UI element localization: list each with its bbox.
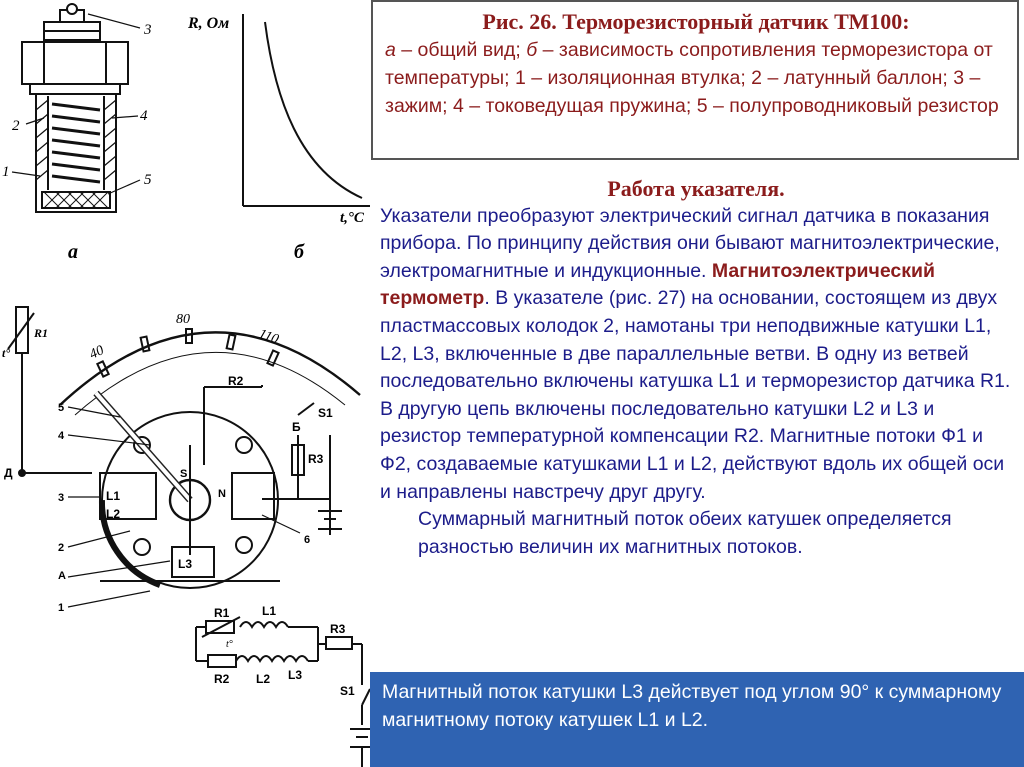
label-1: 1 <box>2 164 10 180</box>
schematic-r3: R3 <box>330 622 346 636</box>
r-axis-label: R, Ом <box>188 15 230 32</box>
highlight-box: Магнитный поток катушки L3 действует под углом 90° к суммарному магнитному потоку катушек L1 и L2. <box>370 672 1024 767</box>
label-r2: R2 <box>228 374 244 388</box>
paragraph-2: Суммарный магнитный поток обеих катушек определяется разностью величин их магнитных потоков. <box>418 508 952 558</box>
scale-label-110: 110 <box>256 326 281 348</box>
caption-b-letter: б <box>526 39 538 61</box>
main-text <box>380 175 1012 561</box>
paragraph-1-emphasis: Магнитоэлектрический термометр <box>380 259 936 310</box>
label-d: Д <box>4 466 13 480</box>
label-n: N <box>218 488 226 500</box>
figure-26 <box>0 0 380 285</box>
label-s: S <box>180 468 188 480</box>
label-a: А <box>58 570 66 582</box>
label-1: 1 <box>58 602 65 614</box>
label-l3: L3 <box>178 557 193 571</box>
caption-title: Рис. 26. Терморезисторный датчик ТМ100: <box>482 9 910 34</box>
label-l2: L2 <box>106 507 121 521</box>
caption-b-text: – зависимость сопротивления терморезистора от температуры; 1 – изоляционная втулка; 2 – латунный баллон; 3 – зажим; 4 – токоведущая пружина; 5 – полупроводниковый резистор <box>385 39 999 117</box>
label-2: 2 <box>12 118 20 134</box>
figure-27-drawing <box>0 285 375 767</box>
label-r3: R3 <box>308 452 324 466</box>
t-axis-label: t,°C <box>340 210 364 226</box>
label-3: 3 <box>144 22 152 38</box>
paragraph-1 <box>380 203 1012 507</box>
resistance-graph <box>243 14 370 206</box>
label-b: б <box>294 241 304 263</box>
schematic-l2: L2 <box>256 672 271 686</box>
label-r1: R1 <box>34 326 49 340</box>
label-4: 4 <box>140 108 148 124</box>
label-a: а <box>68 241 78 263</box>
scale-label-40: 40 <box>87 343 107 363</box>
caption-body <box>385 36 1007 120</box>
label-s1: S1 <box>318 406 333 420</box>
figure-caption-box <box>371 0 1019 160</box>
schematic-s1: S1 <box>340 684 355 698</box>
label-4: 4 <box>58 430 65 442</box>
label-5: 5 <box>144 172 152 188</box>
label-b: Б <box>292 420 301 434</box>
scale-label-80: 80 <box>176 312 190 327</box>
schematic-l3: L3 <box>288 668 303 682</box>
label-2: 2 <box>58 542 65 554</box>
label-3: 3 <box>58 492 65 504</box>
schematic-r2: R2 <box>214 672 230 686</box>
paragraph-1-end: . В указателе (рис. 27) на основании, состоящем из двух пластмассовых колодок 2, намотаны три неподвижные катушки L1, L2, L3, включенные в две параллельные ветви. В одну из ветвей последовательно включены катушка L1 и терморезистор датчика R1. В другую цепь включены последовательно катушки L2 и L3 и резистор температурной компенсации R2. Магнитные потоки Ф1 и Ф2, создаваемые катушками L1 и L2, действуют вдоль их общей оси и направлены навстречу друг другу. <box>380 287 1011 503</box>
label-l1: L1 <box>106 489 121 503</box>
schematic-l1: L1 <box>262 604 277 618</box>
label-6: 6 <box>304 534 311 546</box>
paragraph-1-start: Указатели преобразуют электрический сигнал датчика в показания прибора. По принципу действия они бывают магнитоэлектрические, электромагнитные и индукционные. <box>380 204 1000 282</box>
figure-26-drawing <box>0 0 380 285</box>
caption-a-text: – общий вид; <box>395 39 527 61</box>
sensor-drawing <box>12 4 140 212</box>
caption-a-letter: а <box>385 39 396 61</box>
figure-27 <box>0 285 375 767</box>
section-heading: Работа указателя. <box>607 176 785 201</box>
label-t: t° <box>2 346 11 360</box>
schematic-r1: R1 <box>214 606 230 620</box>
label-5: 5 <box>58 402 65 414</box>
schematic-t: t° <box>226 639 233 650</box>
